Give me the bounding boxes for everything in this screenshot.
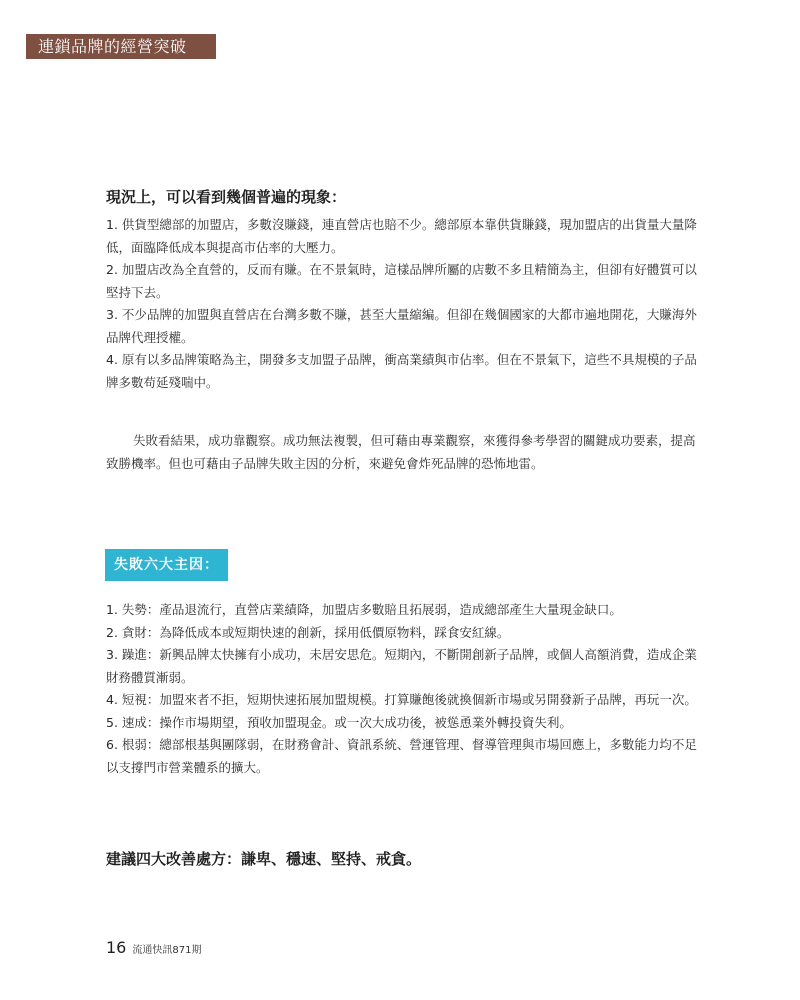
publication-name: 流通快訊871期 xyxy=(132,945,202,956)
section-title-tab: 連鎖品牌的經營突破 xyxy=(26,34,216,59)
page-footer xyxy=(106,938,201,957)
failure-cause-item: 3. 躁進：新興品牌太快擁有小成功，未居安思危。短期內，不斷開創新子品牌，或個人高額消費，造成企業財務體質漸弱。 xyxy=(106,647,697,685)
observation-item: 2. 加盟店改為全直營的，反而有賺。在不景氣時，這樣品牌所屬的店數不多且精簡為主，但卻有好體質可以堅持下去。 xyxy=(106,262,697,300)
failure-cause-item: 2. 貪財：為降低成本或短期快速的創新，採用低價原物料，踩食安紅線。 xyxy=(106,624,510,640)
failure-causes-list xyxy=(106,599,702,779)
observation-item: 1. 供貨型總部的加盟店，多數沒賺錢，連直營店也賠不少。總部原本靠供貨賺錢，現加盟店的出貨量大量降低，面臨降低成本與提高市佔率的大壓力。 xyxy=(106,217,697,255)
observation-item: 3. 不少品牌的加盟與直營店在台灣多數不賺，甚至大量縮編。但卻在幾個國家的大都市遍地開花，大賺海外品牌代理授權。 xyxy=(106,307,697,345)
failure-causes-label: 失敗六大主因： xyxy=(105,549,228,581)
observations-heading: 現況上，可以看到幾個普遍的現象： xyxy=(106,188,347,206)
observation-item: 4. 原有以多品牌策略為主，開發多支加盟子品牌，衝高業績與市佔率。但在不景氣下，這些不具規模的子品牌多數苟延殘喘中。 xyxy=(106,352,697,390)
suggestions-heading: 建議四大改善處方：謙卑、穩速、堅持、戒貪。 xyxy=(106,850,422,868)
failure-cause-item: 6. 根弱：總部根基與團隊弱，在財務會計、資訊系統、營運管理、督導管理與市場回應上，多數能力均不足以支撐門市營業體系的擴大。 xyxy=(106,737,697,775)
failure-cause-item: 1. 失勢：產品退流行，直營店業績降，加盟店多數賠且拓展弱，造成總部產生大量現金缺口。 xyxy=(106,602,622,617)
failure-cause-item: 4. 短視：加盟來者不拒，短期快速拓展加盟規模。打算賺飽後就換個新市場或另開發新子品牌，再玩一次。 xyxy=(106,692,697,707)
observations-list xyxy=(106,214,702,394)
page-number: 16 xyxy=(106,938,127,957)
intro-paragraph: 失敗看結果，成功靠觀察。成功無法複製，但可藉由專業觀察，來獲得參考學習的關鍵成功要素，提高致勝機率。但也可藉由子品牌失敗主因的分析，來避免會炸死品牌的恐怖地雷。 xyxy=(106,433,696,471)
failure-cause-item: 5. 速成：操作市場期望，預收加盟現金。或一次大成功後，被慫恿業外轉投資失利。 xyxy=(106,714,572,730)
